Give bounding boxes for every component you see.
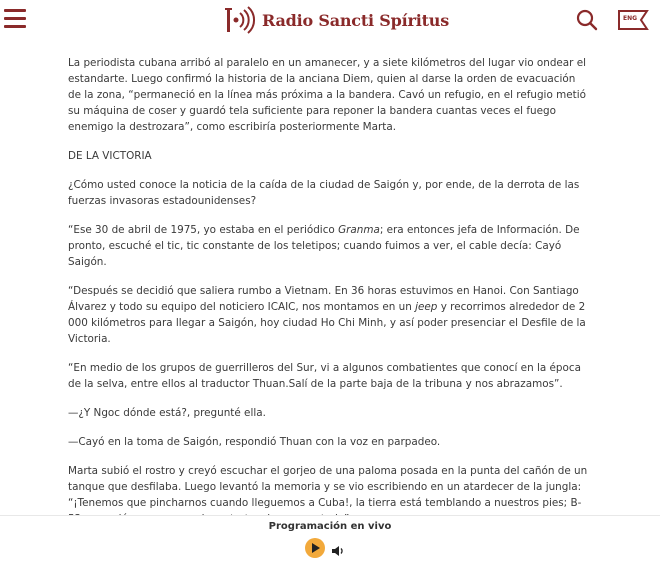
article-body	[68, 26, 588, 540]
logo-text: Radio Sancti Spíritus	[262, 10, 450, 30]
paragraph-3-text-a: “Ese 30 de abril de 1975, yo estaba en el periódico	[68, 224, 339, 236]
paragraph-4-text-b: y recorrimos alrededor de 2 000 kilómetros para llegar a Saigón, hoy ciudad Ho Chi Minh, y así poder presenciar el Desfile de la Victoria.	[68, 301, 586, 345]
menu-icon[interactable]	[4, 9, 26, 29]
language-label: ENG	[623, 15, 638, 22]
paragraph-8: Marta subió el rostro y creyó escuchar el gorjeo de una paloma posada en la punta del cañón de un tanque que desfilaba. Luego levantó la memoria y se vio escribiendo en un atardecer de la jungla: “¡Tenemos que pincharnos cuando lleguemos a Cuba!, la tierra está temblando a nuestros pies; B-	[68, 465, 588, 509]
radio-logo-icon	[224, 5, 258, 35]
volume-icon[interactable]	[331, 542, 345, 554]
paragraph-1: La periodista cubana arribó al paralelo en un amanecer, y a siete kilómetros del lugar vio ondear el estandarte. Luego confirmó la historia de la anciana Diem, quien al darse la orden de evacuación de la zona, “permaneció en la línea más próxima a la bandera. Cavó un refugio, en el refugio metió su máquina de coser y guardó tela suficiente para reponer la bandera cuantas veces el fuego enemigo la destrozara”, como escribiría posteriormente Marta.	[68, 57, 587, 133]
paragraph-4-text-a: “Después se decidió que saliera rumbo a Vietnam. En 36 horas estuvimos en Hanoi. Con Santiago Álvarez y todo su equipo del noticiero ICAIC, nos montamos en un	[68, 285, 579, 313]
paragraph-5: “En medio de los grupos de guerrilleros del Sur, vi a algunos combatientes que conocí en la época de la selva, entre ellos al traductor Thuan.Salí de la parte baja de la tribuna y nos abrazamos”.	[68, 362, 581, 390]
site-logo[interactable]	[224, 4, 449, 36]
paragraph-4-emphasis: jeep	[415, 301, 438, 313]
paragraph-2: ¿Cómo usted conoce la noticia de la caída de la ciudad de Saigón y, por ende, de la derrota de las fuerzas invasoras estadounidenses?	[68, 179, 580, 207]
language-button[interactable]	[618, 10, 648, 30]
play-icon[interactable]	[305, 538, 325, 558]
paragraph-4	[68, 283, 588, 347]
search-icon[interactable]	[576, 9, 598, 31]
paragraph-3	[68, 222, 588, 270]
paragraph-3-text-b: ; era entonces jefa de Información. De pronto, escuché el tic, tic constante de los teletipos; cuando fuimos a ver, el cable decía: Cayó Saigón.	[68, 224, 580, 268]
paragraph-7: —Cayó en la toma de Saigón, respondió Thuan con la voz en parpadeo.	[68, 436, 441, 448]
site-header	[0, 0, 660, 40]
paragraph-3-emphasis: Granma	[338, 224, 380, 236]
player-title: Programación en vivo	[268, 521, 392, 532]
live-player	[0, 515, 660, 564]
paragraph-6: —¿Y Ngoc dónde está?, pregunté ella.	[68, 407, 266, 419]
section-heading: DE LA VICTORIA	[68, 150, 152, 162]
